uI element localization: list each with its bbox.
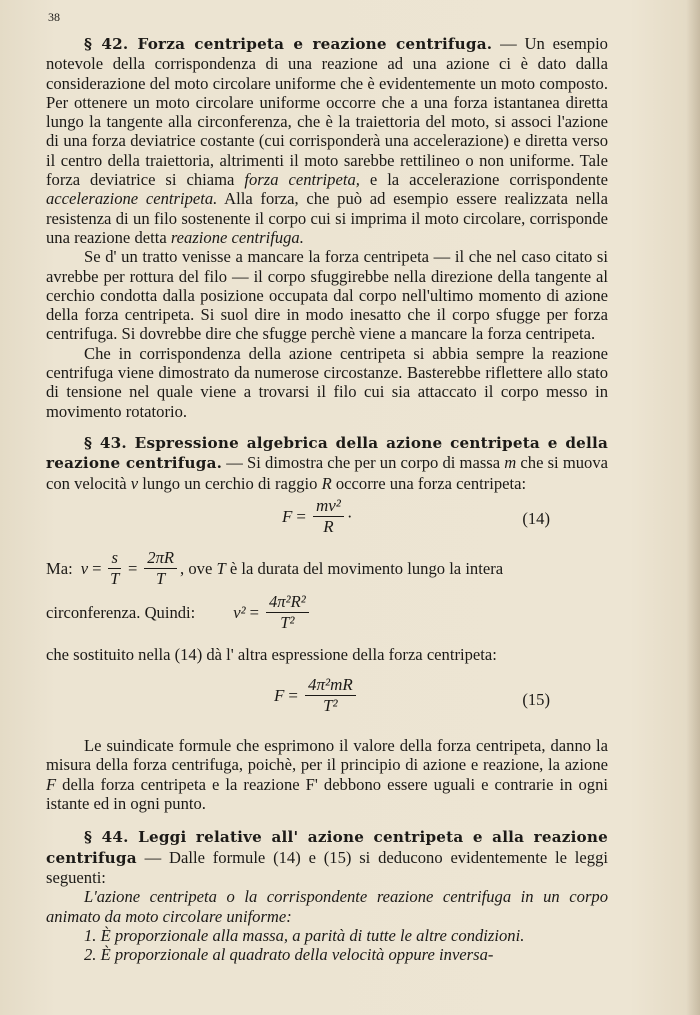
quindi-denominator: T² (280, 613, 295, 633)
eq15-lhs: F (274, 685, 285, 705)
quindi-numerator: 4π²R² (266, 593, 309, 613)
eq15-label: (15) (522, 690, 550, 710)
ma-fraction-2 (144, 549, 177, 588)
italic-run: forza centripeta, (244, 170, 360, 190)
equation-15 (46, 674, 608, 724)
quindi-text: circonferenza. Quindi: (46, 603, 196, 623)
ma-T: T (216, 559, 226, 579)
italic-run: reazione centrifuga. (170, 227, 304, 247)
law-2: 2. È proporzionale al quadrato della velocità oppure inversa- (84, 945, 494, 965)
quindi-fraction (266, 593, 309, 632)
eq15-fraction (305, 676, 356, 715)
italic-run: R (321, 473, 332, 493)
velocity-line (46, 547, 608, 591)
section-44-italic-text: L'azione centripeta o la corrispondente reazione centrifuga in un corpo animato da moto circolare uniforme: (46, 887, 608, 926)
eq15-numerator: 4π²mR (305, 676, 356, 696)
section-42-paragraph-2: Se d' un tratto venisse a mancare la forza centripeta — il che nel caso citato si avrebbe per rottura del filo — il corpo sfuggirebbe nella direzione della tangente al cerchio condotta dalla posizione occupata dal corpo nell'ultimo momento di azione della forza centripeta. Si suol dire in modo inesatto che il corpo sfugge per forza centrifuga. Si dovrebbe dire che sfugge perchè viene a mancare la forza centripeta. (46, 247, 608, 344)
list-item (84, 945, 608, 964)
eq14-equals: = (296, 506, 306, 526)
page-number: 38 (48, 10, 60, 24)
section-42-paragraph-3: Che in corrispondenza della azione centripeta si abbia sempre la reazione centrifuga viene dimostrato da numerose circostanze. Basterebbe riflettere allo stato di tensione nel quale viene a trovarsi il filo cui sia attaccato il corpo messo in movimento rotatorio. (46, 343, 608, 421)
section-44-intro: — Dalle formule (14) e (15) si deducono evidentemente le leggi seguenti: (46, 847, 608, 887)
section-43-paragraph-1 (46, 433, 608, 493)
italic-run: F (46, 774, 57, 794)
quindi-lhs: v² (233, 603, 246, 623)
italic-run: m (504, 453, 517, 473)
section-44-heading: § 44. Leggi relative all' azione centripeta e alla reazione centrifuga (46, 828, 608, 867)
quindi-equals: = (249, 603, 259, 623)
quindi-line (46, 591, 608, 635)
eq15-denominator: T² (323, 696, 338, 716)
substitution-line: che sostituito nella (14) dà l' altra espressione della forza centripeta: (46, 644, 497, 664)
ma-frac2-num: 2πR (144, 549, 177, 569)
italic-run: v (130, 473, 139, 493)
ma-rest: è la durata del movimento lungo la intera (225, 559, 504, 579)
eq14-label: (14) (522, 508, 550, 528)
laws-list (46, 926, 608, 965)
eq14-denominator: R (323, 516, 334, 536)
law-1: 1. È proporzionale alla massa, a parità di tutte le altre condizioni. (84, 925, 525, 945)
ma-ove: ove (184, 559, 217, 579)
section-42-body: — Un esempio notevole della corrispondenza di una reazione ad una azione ci è dato dalla considerazione del moto circolare uniforme che è evidentemente un moto composto. Per ottenere un moto circolare uniforme occorre che a una forza istantanea diretta lungo la tangente alla circonferenza, che è la traiettoria del moto, si associ l'azione di una forza deviatrice costante (cui corrisponderà una accelerazione) e diretta verso il centro della traiettoria, altrimenti il moto sarebbe rettilineo o non uniforme. Tale forza deviatrice si chiama forza centripeta, e la accelerazione corrispondente accelerazione centripeta. Alla forza, che può ad esempio essere realizzata nella resistenza di un filo sostenente il corpo cui si imprima il moto circolare, corrisponde una reazione detta reazione centrifuga. (46, 34, 608, 247)
ma-equals-2: = (127, 559, 138, 579)
ma-equals-1: = (92, 559, 102, 579)
equation-14 (46, 497, 608, 543)
eq15-equals: = (288, 685, 298, 705)
ma-frac2-den: T (156, 569, 166, 589)
eq14-numerator: mv² (313, 497, 344, 517)
eq14-fraction (313, 497, 344, 536)
italic-run: accelerazione centripeta. (46, 189, 218, 209)
ma-fraction-1 (108, 549, 120, 588)
ma-frac1-den: T (110, 569, 120, 589)
ma-lead: Ma: (46, 559, 73, 579)
binding-shadow (686, 0, 700, 1015)
section-43-paragraph-after: Le suindicate formule che esprimono il valore della forza centripeta, danno la misura della forza centrifuga, poichè, per il principio di azione e reazione, la azione F della forza centripeta e la reazione F' debbono essere uguali e contrarie in ogni istante ed in ogni punto. (46, 736, 608, 814)
section-42-paragraph-1 (46, 34, 608, 247)
eq14-lhs: F (282, 506, 293, 526)
ma-comma: , (180, 559, 185, 579)
text-column (46, 34, 608, 964)
section-44-paragraph-1 (46, 827, 608, 887)
list-item (84, 926, 608, 945)
section-43-intro: — Si dimostra che per un corpo di massa m che si muova con velocità v lungo un cerchio di raggio R occorre una forza centripeta: (46, 453, 608, 493)
section-43-heading: § 43. Espressione algebrica della azione centripeta e della reazione centrifuga. (46, 433, 608, 473)
ma-frac1-num: s (108, 549, 120, 569)
section-42-heading: § 42. Forza centripeta e reazione centrifuga. (84, 35, 493, 53)
section-44-italic-intro (46, 887, 608, 926)
eq14-dot: · (346, 506, 353, 526)
ma-v: v (80, 559, 89, 579)
